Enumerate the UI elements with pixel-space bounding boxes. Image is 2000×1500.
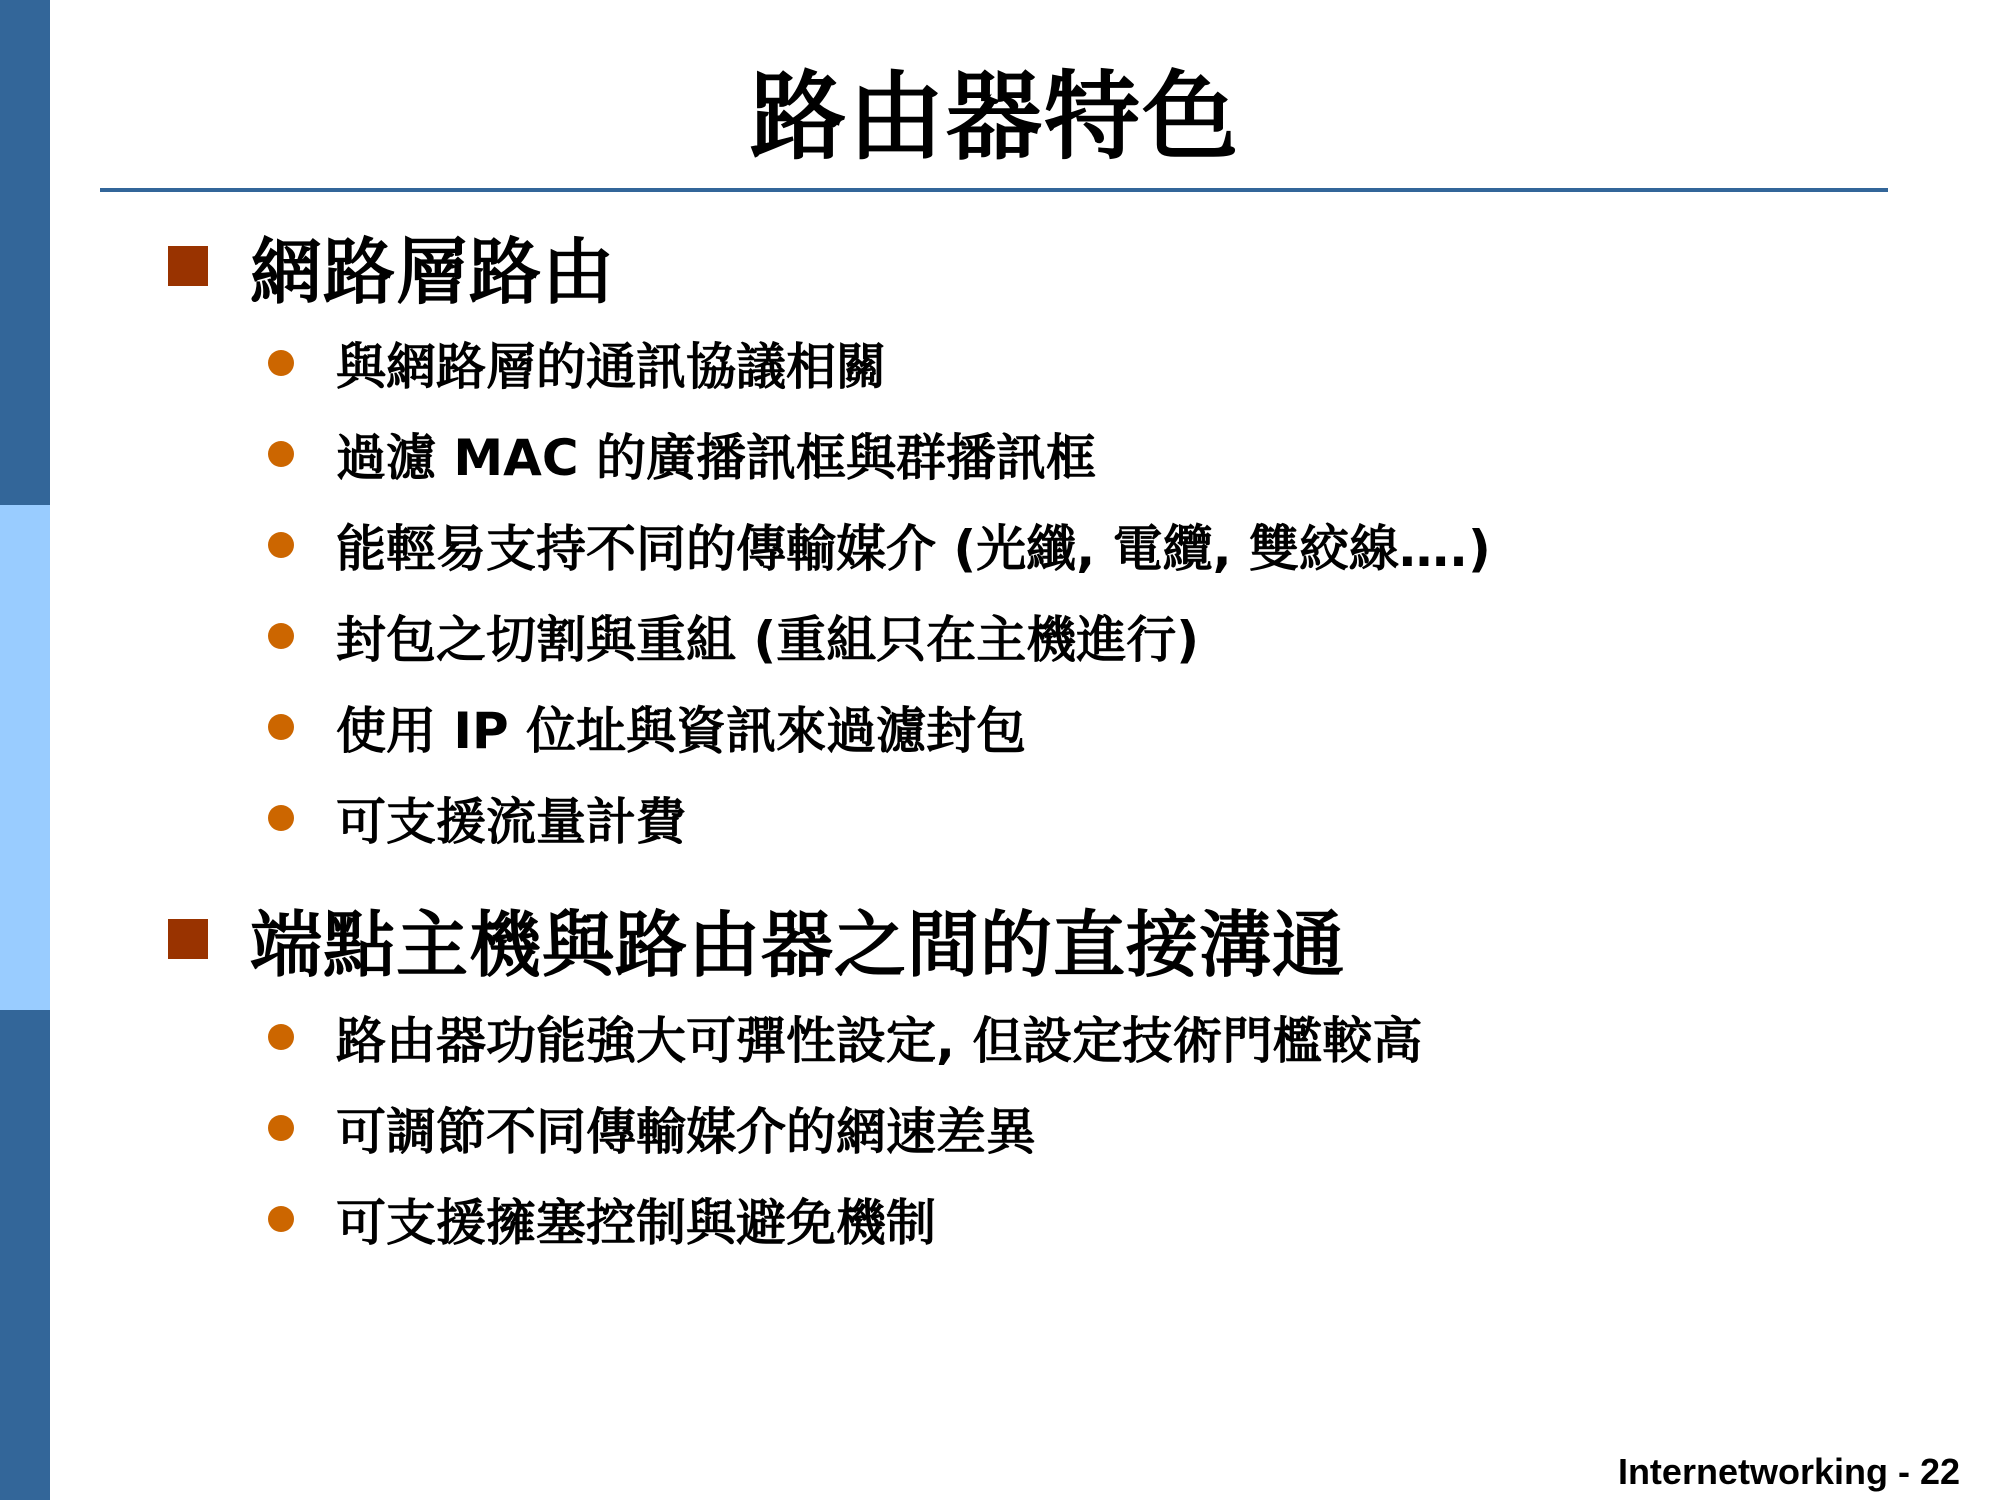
list-item xyxy=(268,505,1491,585)
list-item-text: 能輕易支持不同的傳輸媒介 (光纖, 電纜, 雙絞線….) xyxy=(336,520,1491,578)
list-item xyxy=(268,778,686,858)
dot-bullet-icon xyxy=(268,1115,294,1141)
section-heading-text: 網路層路由 xyxy=(250,230,616,314)
square-bullet-icon xyxy=(168,919,208,959)
list-item-text: 可支援擁塞控制與避免機制 xyxy=(336,1194,936,1252)
list-item-text: 可調節不同傳輸媒介的網速差異 xyxy=(336,1103,1036,1161)
side-bar-middle-segment xyxy=(0,505,50,1010)
list-item-text: 過濾 MAC 的廣播訊框與群播訊框 xyxy=(336,429,1096,487)
dot-bullet-icon xyxy=(268,714,294,740)
dot-bullet-icon xyxy=(268,1206,294,1232)
list-item xyxy=(268,687,1026,767)
list-item xyxy=(268,414,1096,494)
list-item xyxy=(268,1088,1036,1168)
list-item-text: 路由器功能強大可彈性設定, 但設定技術門檻較高 xyxy=(336,1012,1423,1070)
dot-bullet-icon xyxy=(268,805,294,831)
dot-bullet-icon xyxy=(268,532,294,558)
list-item xyxy=(268,997,1422,1077)
side-bar-top-segment xyxy=(0,0,50,505)
square-bullet-icon xyxy=(168,246,208,286)
dot-bullet-icon xyxy=(268,623,294,649)
section-heading xyxy=(168,216,615,316)
section-heading-text: 端點主機與路由器之間的直接溝通 xyxy=(250,903,1346,987)
list-item-text: 使用 IP 位址與資訊來過濾封包 xyxy=(336,702,1027,760)
section-heading xyxy=(168,889,1345,989)
title-divider xyxy=(100,188,1888,192)
dot-bullet-icon xyxy=(268,441,294,467)
list-item xyxy=(268,596,1199,676)
slide-title: 路由器特色 xyxy=(750,61,1240,173)
list-item xyxy=(268,323,886,403)
list-item-text: 與網路層的通訊協議相關 xyxy=(336,338,886,396)
list-item-text: 可支援流量計費 xyxy=(336,793,686,851)
list-item-text: 封包之切割與重組 (重組只在主機進行) xyxy=(336,611,1200,669)
side-accent-bar xyxy=(0,0,50,1500)
list-item xyxy=(268,1179,936,1259)
side-bar-bottom-segment xyxy=(0,1010,50,1500)
slide-footer: Internetworking - 22 xyxy=(1617,1451,1960,1492)
dot-bullet-icon xyxy=(268,1024,294,1050)
dot-bullet-icon xyxy=(268,350,294,376)
